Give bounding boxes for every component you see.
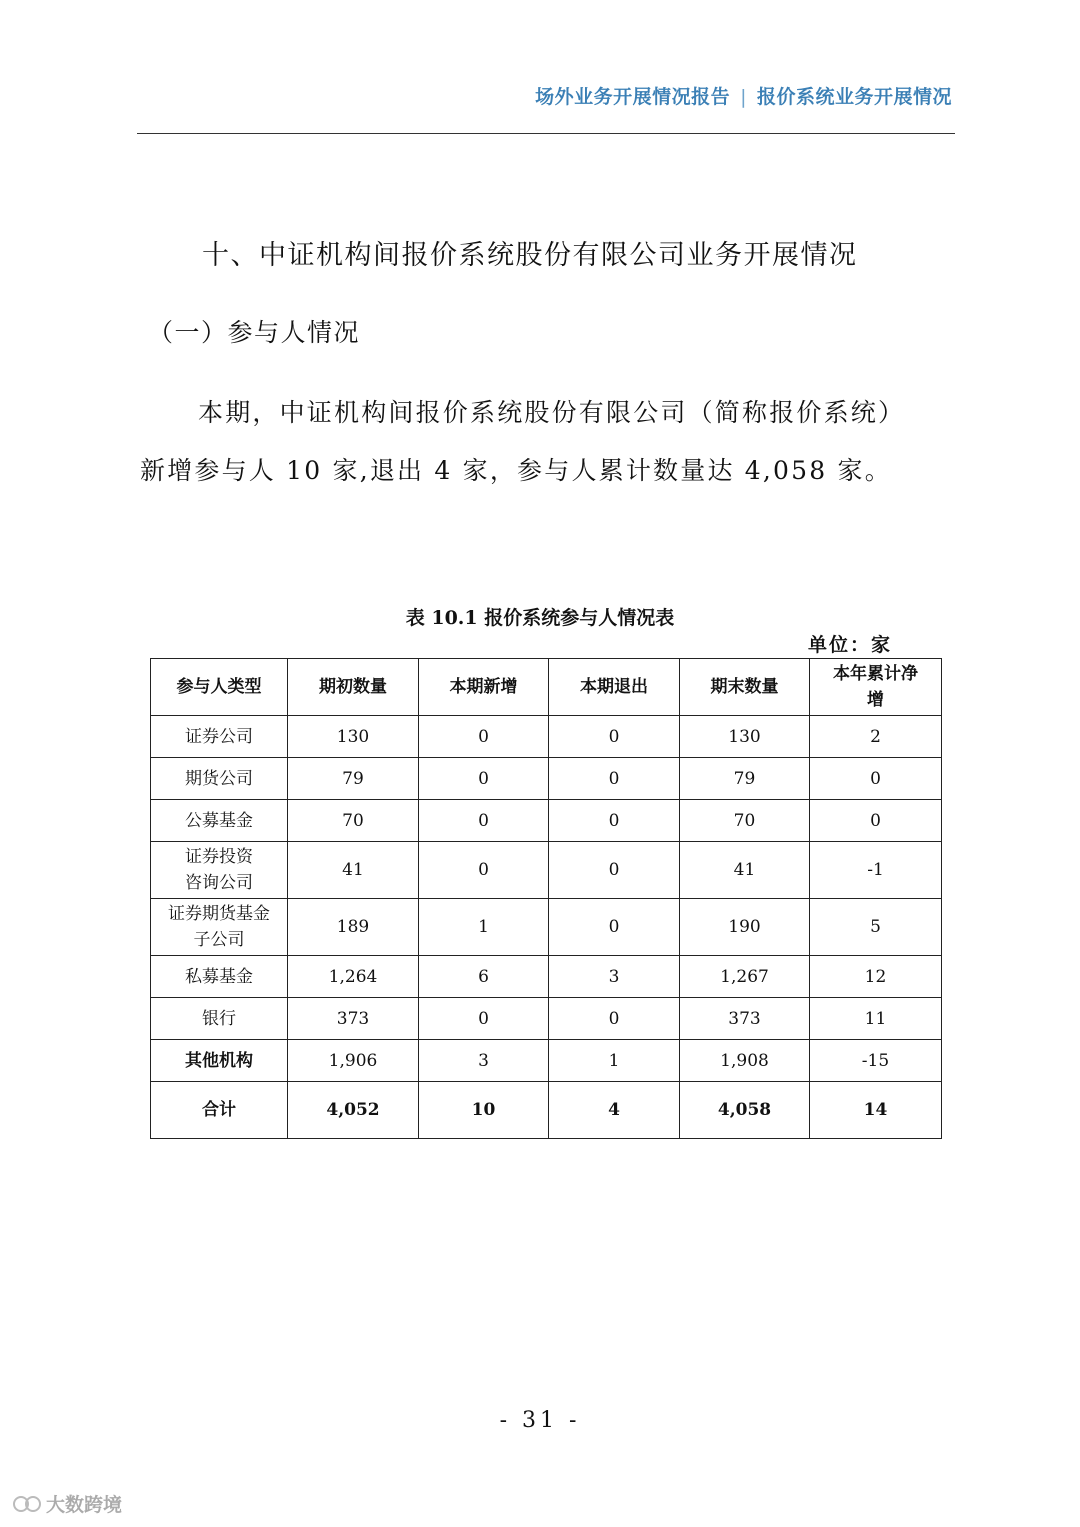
cell-net: 11 xyxy=(810,998,942,1040)
table-row xyxy=(151,899,942,956)
cell-end: 1,267 xyxy=(680,956,810,998)
table-row xyxy=(151,956,942,998)
table-row xyxy=(151,1040,942,1082)
cell-type: 其他机构 xyxy=(151,1040,288,1082)
cell-total-net: 14 xyxy=(810,1082,942,1139)
cell-type: 期货公司 xyxy=(151,758,288,800)
cell-start: 70 xyxy=(288,800,419,842)
cell-added: 0 xyxy=(419,998,549,1040)
cell-type: 公募基金 xyxy=(151,800,288,842)
cell-type: 银行 xyxy=(151,998,288,1040)
cell-exited: 0 xyxy=(549,998,680,1040)
cell-type: 私募基金 xyxy=(151,956,288,998)
cell-net: 0 xyxy=(810,758,942,800)
cell-added: 0 xyxy=(419,758,549,800)
table-header-row xyxy=(151,659,942,716)
col-header-type: 参与人类型 xyxy=(151,659,288,716)
cell-type: 证券投资咨询公司 xyxy=(151,842,288,899)
cell-end: 1,908 xyxy=(680,1040,810,1082)
watermark xyxy=(12,1490,122,1517)
cell-end: 373 xyxy=(680,998,810,1040)
section-title: 十、中证机构间报价系统股份有限公司业务开展情况 xyxy=(202,240,858,271)
header-section-title: 报价系统业务开展情况 xyxy=(756,86,952,108)
cell-exited: 0 xyxy=(549,716,680,758)
cell-added: 6 xyxy=(419,956,549,998)
watermark-text: 大数跨境 xyxy=(46,1494,123,1516)
cell-type: 证券期货基金子公司 xyxy=(151,899,288,956)
col-header-start: 期初数量 xyxy=(288,659,419,716)
cell-start: 1,906 xyxy=(288,1040,419,1082)
cell-net: 0 xyxy=(810,800,942,842)
subsection-title: （一）参与人情况 xyxy=(148,318,361,347)
body-paragraph: 本期，中证机构间报价系统股份有限公司（简称报价系统）新增参与人 10 家,退出 4 家，参与人累计数量达 4,058 家。 xyxy=(140,398,893,485)
cell-exited: 0 xyxy=(549,758,680,800)
cell-net: 5 xyxy=(810,899,942,956)
watermark-logo-icon xyxy=(12,1493,42,1515)
table-row xyxy=(151,842,942,899)
table-row xyxy=(151,758,942,800)
cell-added: 1 xyxy=(419,899,549,956)
table-row xyxy=(151,998,942,1040)
header-report-title: 场外业务开展情况报告 xyxy=(535,86,731,108)
cell-start: 1,264 xyxy=(288,956,419,998)
cell-end: 130 xyxy=(680,716,810,758)
table-row xyxy=(151,800,942,842)
cell-total-end: 4,058 xyxy=(680,1082,810,1139)
participants-table xyxy=(150,658,942,1139)
cell-start: 79 xyxy=(288,758,419,800)
cell-added: 3 xyxy=(419,1040,549,1082)
table-caption: 表 10.1 报价系统参与人情况表 xyxy=(405,607,675,629)
cell-net: 12 xyxy=(810,956,942,998)
cell-added: 0 xyxy=(419,716,549,758)
cell-net: 2 xyxy=(810,716,942,758)
cell-start: 41 xyxy=(288,842,419,899)
cell-exited: 1 xyxy=(549,1040,680,1082)
cell-start: 373 xyxy=(288,998,419,1040)
cell-net: -15 xyxy=(810,1040,942,1082)
cell-exited: 0 xyxy=(549,842,680,899)
cell-end: 70 xyxy=(680,800,810,842)
cell-net: -1 xyxy=(810,842,942,899)
page-number: - 31 - xyxy=(499,1408,581,1433)
col-header-end: 期末数量 xyxy=(680,659,810,716)
cell-start: 189 xyxy=(288,899,419,956)
cell-end: 41 xyxy=(680,842,810,899)
cell-added: 0 xyxy=(419,842,549,899)
col-header-exited: 本期退出 xyxy=(549,659,680,716)
table-unit: 单位：家 xyxy=(808,634,893,656)
cell-end: 190 xyxy=(680,899,810,956)
col-header-net: 本年累计净增 xyxy=(810,659,942,716)
cell-type: 证券公司 xyxy=(151,716,288,758)
col-header-added: 本期新增 xyxy=(419,659,549,716)
table-row xyxy=(151,716,942,758)
header-rule xyxy=(137,133,955,134)
header-separator: | xyxy=(740,86,747,108)
cell-added: 0 xyxy=(419,800,549,842)
table-total-row xyxy=(151,1082,942,1139)
cell-end: 79 xyxy=(680,758,810,800)
running-header xyxy=(535,82,952,109)
cell-start: 130 xyxy=(288,716,419,758)
cell-total-added: 10 xyxy=(419,1082,549,1139)
cell-total-exited: 4 xyxy=(549,1082,680,1139)
cell-total-start: 4,052 xyxy=(288,1082,419,1139)
cell-exited: 0 xyxy=(549,800,680,842)
cell-exited: 0 xyxy=(549,899,680,956)
cell-exited: 3 xyxy=(549,956,680,998)
cell-total-label: 合计 xyxy=(151,1082,288,1139)
